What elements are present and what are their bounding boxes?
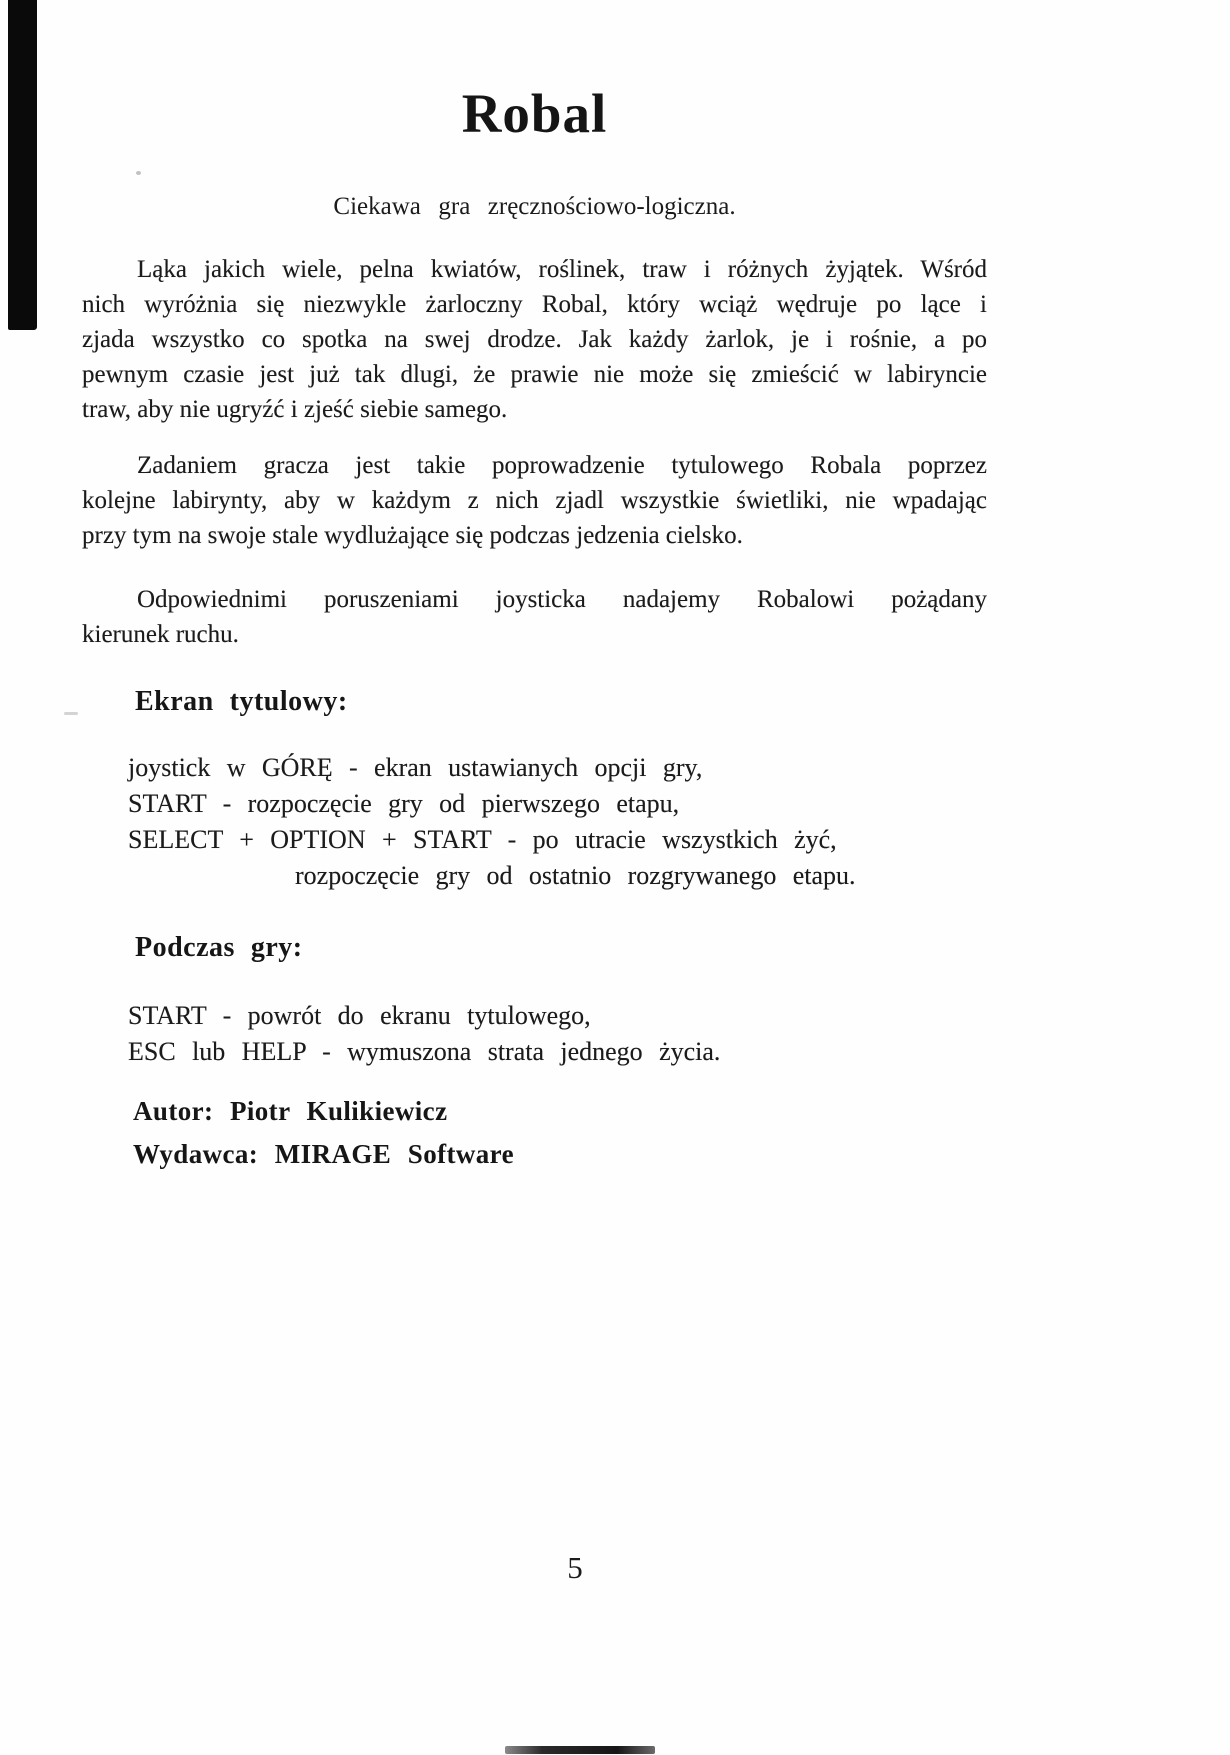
controls-paragraph [82, 582, 987, 652]
text-line: Zadaniem gracza jest takie poprowadzenie tytulowego Robala poprzez [137, 452, 987, 479]
page-subtitle: Ciekawa gra zręcznościowo-logiczna. [333, 193, 736, 220]
text-line: traw, aby nie ugryźć i zjeść siebie samego. [82, 396, 508, 423]
scan-artifact-bottom-bar [505, 1746, 655, 1754]
key-command-line: SELECT + OPTION + START - po utracie wszystkich żyć, [128, 825, 837, 854]
text-line: przy tym na swoje stale wydlużające się podczas jedzenia cielsko. [82, 522, 743, 549]
section-heading-during-game: Podczas gry: [135, 932, 303, 963]
text-line: Odpowiednimi poruszeniami joysticka nadajemy Robalowi pożądany [137, 586, 987, 613]
text-line: kierunek ruchu. [82, 621, 239, 648]
page-title: Robal [461, 83, 608, 144]
title-screen-key-list [128, 750, 1108, 894]
text-line: nich wyróżnia się niezwykle żarloczny Robal, który wciąż wędruje po lące i [82, 291, 987, 318]
text-line: zjada wszystko co spotka na swej drodze. Jak każdy żarlok, je i rośnie, a po [82, 326, 987, 353]
goal-paragraph [82, 448, 987, 553]
key-command-line: joystick w GÓRĘ - ekran ustawianych opcji gry, [128, 753, 703, 782]
section-heading-title-screen: Ekran tytulowy: [135, 686, 348, 717]
page-number: 5 [567, 1550, 583, 1585]
text-line: Ląka jakich wiele, pelna kwiatów, roślinek, traw i różnych żyjątek. Wśród [137, 256, 987, 283]
publisher-line: Wydawca: MIRAGE Software [133, 1139, 514, 1169]
key-command-line: rozpoczęcie gry od ostatnio rozgrywanego etapu. [295, 861, 856, 890]
during-game-key-list [128, 998, 1108, 1070]
intro-paragraph [82, 252, 987, 427]
scan-speck-dot [136, 171, 141, 175]
key-command-line: START - rozpoczęcie gry od pierwszego etapu, [128, 789, 680, 818]
key-command-line: START - powrót do ekranu tytulowego, [128, 1001, 591, 1030]
text-line: kolejne labirynty, aby w każdym z nich zjadl wszystkie świetliki, nie wpadając [82, 487, 987, 514]
key-command-line: ESC lub HELP - wymuszona strata jednego życia. [128, 1037, 721, 1066]
text-line: pewnym czasie jest już tak dlugi, że prawie nie może się zmieścić w labiryncie [82, 361, 987, 388]
scan-artifact-left-bar [8, 0, 37, 330]
scan-speck-dash [64, 712, 78, 715]
author-line: Autor: Piotr Kulikiewicz [133, 1096, 448, 1126]
